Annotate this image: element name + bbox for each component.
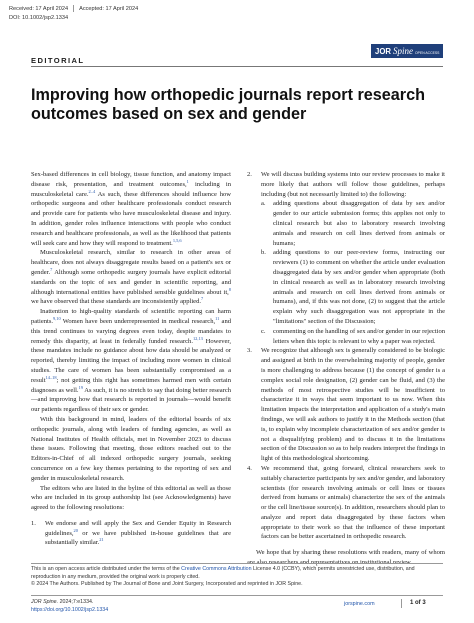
citation[interactable]: 1 bbox=[186, 178, 189, 184]
page-number: 1 of 3 bbox=[410, 600, 426, 606]
journal-logo[interactable] bbox=[371, 44, 443, 58]
sub-list-mark: c. bbox=[261, 327, 266, 335]
paragraph-5: The editors who are listed in the byline of this editorial as well as those who are included in its group authorship list (see Acknowledgments) have agreed to the following resolutions: bbox=[31, 484, 231, 512]
cite-journal: JOR Spine. bbox=[31, 599, 59, 605]
list-number: 4. bbox=[247, 464, 252, 472]
footer-divider bbox=[31, 563, 443, 564]
accepted-date: Accepted: 17 April 2024 bbox=[79, 5, 139, 12]
article-meta-bar bbox=[0, 0, 474, 25]
bottom-divider bbox=[31, 595, 443, 596]
sub-list-mark: a. bbox=[261, 200, 266, 208]
citation[interactable]: 20 bbox=[73, 527, 78, 533]
logo-jor: JOR bbox=[375, 46, 392, 56]
logo-spine: Spine bbox=[393, 46, 414, 56]
citation[interactable]: 2–4 bbox=[88, 188, 96, 194]
right-column bbox=[247, 170, 445, 568]
doi-link[interactable]: https://doi.org/10.1002/jsp2.1334 bbox=[31, 606, 109, 613]
resolution-1: 1. We endorse and will apply the Sex and Gender Equity in Research guidelines,$^{20}$ or we have published in-house guidelines that are substantially similar.$^{21}$ bbox=[31, 519, 231, 547]
dates-row bbox=[9, 5, 138, 12]
pager-divider bbox=[401, 599, 402, 608]
citation[interactable]: 19 bbox=[78, 384, 83, 390]
logo-open-access: OPEN ACCESS bbox=[415, 51, 440, 55]
article-title: Improving how orthopedic journals report research outcomes based on sex and gender bbox=[31, 86, 425, 123]
citation[interactable]: 11 bbox=[215, 315, 220, 321]
list-number: 2. bbox=[247, 171, 252, 178]
citation[interactable]: 7 bbox=[200, 296, 204, 302]
citation[interactable]: 12,13 bbox=[192, 335, 203, 341]
resolution-2b: b. adding questions to our peer-review forms, instructing our reviewers (1) to comment on whether the article under evaluation disaggregated data by sex and/or gender when appropriate (both in clinical research as well as in laboratory research involving animals and research on cell lines derived from animals or humans), and, if this was not done, (2) to suggest that the article explain why such disaggregation was not appropriate in the "limitations" section of the Discussion; bbox=[261, 249, 445, 325]
citation-info: JOR Spine. 2024;7:e1334. https://doi.org/10.1002/jsp2.1334 bbox=[31, 599, 109, 613]
paragraph-2: Musculoskeletal research, similar to research in other areas of healthcare, does not always disaggregate results based on a patient's sex or gender.$^7$ Although some orthopedic surgery journals have explicit editorial standards on the topic of sex and gender in scientific reporting, and although international entities have published sensible guidelines about it,$^8$ we have observed that these standards are inconsistently applied.$^7$ bbox=[31, 249, 231, 306]
list-number: 1. bbox=[31, 519, 36, 527]
copyright-line: © 2024 The Authors. Published by The Journal of Bone and Joint Surgery, Incorporated and reprinted in JOR Spine. bbox=[31, 581, 303, 588]
closing-paragraph: We hope that by sharing these resolutions with readers, many of whom bbox=[256, 549, 445, 557]
journal-site-link[interactable]: jorspine.com bbox=[344, 601, 375, 607]
citation[interactable]: 7 bbox=[50, 266, 53, 272]
resolution-4: 4. We recommend that, going forward, clinical researchers seek to suitably characterize participants by sex and/or gender, and laboratory scientists (for research involving animals or cell lines or tissues derived from humans or animals) characterize the sex of the animals or the cell line/tissue source(s). In addition, researchers should plan to analyze and report data disaggregated by these factors when appropriate to their work so that the influence of these important factors can be better ascertained in orthopedic research. bbox=[247, 464, 445, 541]
list-number: 3. bbox=[247, 347, 252, 355]
section-label: EDITORIAL bbox=[31, 56, 85, 65]
resolution-3: 3. We recognize that although sex is generally considered to be biologic and assigned at birth in the overwhelming majority of people, gender is more challenging to address because (1) the concept of gender is a complex social role designation, (2) gender can be fluid, and (3) the methods of most retrospective studies will be insufficient to characterize it in ways that seem important to us now. When this limitation impacts the interpretation and application of a study's main findings, we will ask authors to justify it in the Methods section (that is, to explain why incomplete characterization of sex and/or gender is not a disqualifying problem) and to discuss it in the limitations section of the Discussion so as to help readers interpret the findings in light of this methodological shortcoming. bbox=[247, 347, 445, 463]
license-notice: This is an open access article distributed under the terms of the Creative Commons Attribution License 4.0 (CCBY), which permits unrestricted use, distribution, and reproduction in any medium, provided the original work is properly cited. © 2024 The Authors. Published by The Journal of Bone and Joint Surgery, Incorporated and reprinted in JOR Spine. bbox=[31, 566, 415, 588]
doi-label[interactable]: DOI: 10.1002/jsp2.1334 bbox=[9, 15, 69, 21]
received-date: Received: 17 April 2024 bbox=[9, 5, 69, 12]
paragraph-3: Inattention to high-quality standards of scientific reporting can harm patients.$^{9,10}$ Women have been underrepresented in medical research,$^{11}$ and this trend continues to varying degrees even today, despite mandates to remedy this disparity, at least in federally funded research.$^{12,13}$ However, these mandates include no guidance about how data should be analyzed or reported, thereby limiting the impact of including more women in clinical studies. The care of women has been substantially compromised as a result$^{14-18}$; not getting this right has sometimes harmed men with certain diagnoses as well.$^{19}$ As such, it is no stretch to say that doing better research—and improving how that research is reported in journals—would benefit our patients regardless of their sex or gender. bbox=[31, 308, 231, 414]
section-divider bbox=[31, 66, 443, 67]
paragraph-4: With this background in mind, leaders of the editorial boards of six orthopedic journals, along with leaders of funding agencies, as well as National Institutes of Health officials, met in November 2023 to discuss these issues. Following that meeting, those editors reached out to the Editors-in-Chief of all indexed orthopedic surgery journals, seeking concurrence on a few key themes pertaining to the reporting of sex and gender in musculoskeletal research. bbox=[31, 415, 231, 482]
left-column bbox=[31, 170, 231, 548]
paragraph-1: Sex-based differences in cell biology, tissue function, and anatomy impact disease risk, presentation, and treatment outcomes,$^1$ including in musculoskeletal care.$^{2-4}$ As such, these differences should influence how orthopedic surgeons and other healthcare professionals conduct research and provide care for patients who have musculoskeletal disease and injury. In addition, gender roles influence interactions with people who conduct research and healthcare professionals, as well as the likelihood that patients will seek care and how they will respond to treatment.$^{1,5,6}$ bbox=[31, 171, 231, 247]
meta-divider bbox=[73, 5, 74, 12]
cc-license-link[interactable]: Creative Commons Attribution bbox=[181, 566, 252, 572]
citation[interactable]: 21 bbox=[99, 537, 104, 543]
citation[interactable]: 1,5,6 bbox=[172, 237, 182, 243]
citation[interactable]: 14–18 bbox=[45, 374, 57, 380]
resolution-2a: a. adding questions about disaggregation of data by sex and/or gender to our article submission forms; this applies not only to clinical research but also to laboratory research involving animals and research on cell lines derived from animals or humans; bbox=[261, 200, 445, 247]
citation[interactable]: 9,10 bbox=[53, 315, 61, 321]
resolution-2c: c. commenting on the handling of sex and/or gender in our rejection letters when this topic is relevant to why a paper was rejected. bbox=[261, 327, 445, 345]
citation[interactable]: 8 bbox=[228, 286, 231, 292]
sub-list-mark: b. bbox=[261, 249, 266, 257]
resolution-2: 2. We will discuss building systems into our review processes to make it more likely that authors will follow those guidelines, perhaps including (but not necessarily limited to) the following: bbox=[247, 171, 445, 198]
